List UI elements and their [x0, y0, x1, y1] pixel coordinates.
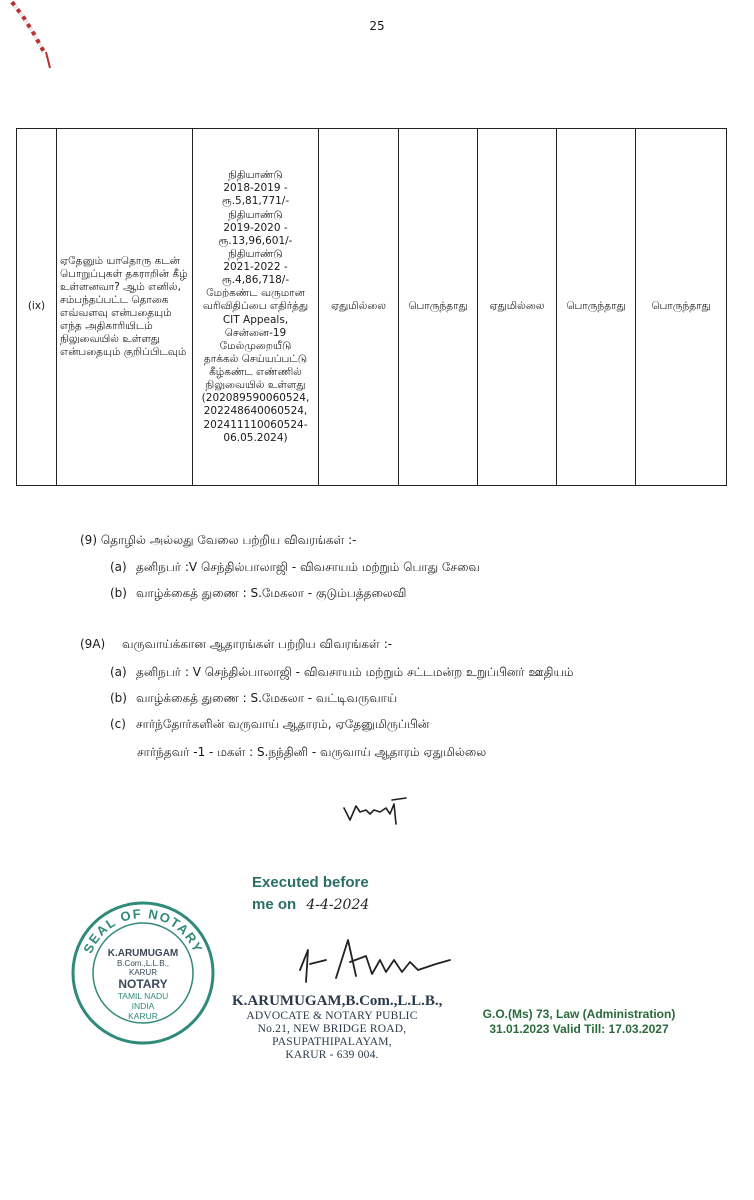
status-cell-a: ஏதுமில்லை	[319, 129, 399, 486]
status-cell-e: பொருந்தாது	[636, 129, 727, 486]
notary-signature	[286, 920, 456, 990]
dependent-line: சார்ந்தவர் -1 - மகள் : S.நந்தினி - வருவாய் ஆதாரம் ஏதுமில்லை	[137, 745, 487, 759]
svg-text:B.Com.,L.L.B.,: B.Com.,L.L.B.,	[116, 959, 170, 968]
advocate-stamp: K.ARUMUGAM,B.Com.,L.L.B., ADVOCATE & NOTARY PUBLIC No.21, NEW BRIDGE ROAD, PASUPATHIPALAYAM, KARUR - 639 004.	[232, 993, 443, 1061]
declaration-table	[16, 128, 727, 486]
details-cell: நிதியாண்டு 2018-2019 - ரூ.5,81,771/- நிதியாண்டு 2019-2020 - ரூ.13,96,601/- நிதியாண்டு 2021-2022 - ரூ.4,86,718/- மேற்கண்ட வருமான வரிவிதிப்பை எதிர்த்து CIT Appeals, சென்னை-19 மேல்முறையீடு தாக்கல் செய்யப்பட்டு கீழ்கண்ட எண்ணில் நிலுவையில் உள்ளது (202089590060524, 202248640060524, 202411110060524- 06.05.2024)	[193, 129, 319, 486]
question-cell: ஏதேனும் யாதொரு கடன் பொறுப்புகள் தகராறின் கீழ் உள்ளனவா? ஆம் எனில், சம்பந்தப்பட்ட தொகை எவ்வளவு என்பதையும் எந்த அதிகாரியிடம் நிலுவையில் உள்ளது என்பதையும் குறிப்பிடவும்	[57, 129, 193, 486]
list-item: (b) வாழ்க்கைத் துணை : S.மேகலா - வட்டிவருவாய்	[110, 691, 398, 705]
svg-text:K.ARUMUGAM: K.ARUMUGAM	[107, 948, 179, 959]
page-number: 25	[369, 19, 385, 33]
list-item: (a) தனிநபர் :V செந்தில்பாலாஜி - விவசாயம் மற்றும் பொது சேவை	[110, 560, 480, 574]
table-row	[17, 129, 727, 486]
status-cell-c: ஏதுமில்லை	[478, 129, 557, 486]
executed-before-stamp: Executed before me on 4-4-2024	[252, 874, 370, 913]
go-validity-stamp: G.O.(Ms) 73, Law (Administration) 31.01.2023 Valid Till: 17.03.2027	[482, 1007, 676, 1036]
svg-text:KARUR: KARUR	[128, 968, 158, 977]
row-number: (ix)	[17, 129, 57, 486]
binding-thread	[8, 0, 68, 70]
svg-text:TAMIL NADU: TAMIL NADU	[117, 991, 169, 1001]
svg-text:KARUR: KARUR	[128, 1011, 158, 1021]
section9-heading: (9) தொழில் அல்லது வேலை பற்றிய விவரங்கள் :-	[80, 533, 357, 547]
list-item: (c) சார்ந்தோர்களின் வருவாய் ஆதாரம், ஏதேனுமிருப்பின்	[110, 717, 430, 731]
section9a-heading: (9A) வருவாய்க்கான ஆதாரங்கள் பற்றிய விவரங்கள் :-	[80, 637, 393, 651]
svg-text:NOTARY: NOTARY	[118, 977, 168, 991]
status-cell-b: பொருந்தாது	[399, 129, 478, 486]
status-cell-d: பொருந்தாது	[557, 129, 636, 486]
notary-seal	[68, 898, 218, 1048]
list-item: (b) வாழ்க்கைத் துணை : S.மேகலா - குடும்பத்தலைவி	[110, 586, 407, 600]
list-item: (a) தனிநபர் : V செந்தில்பாலாஜி - விவசாயம் மற்றும் சட்டமன்ற உறுப்பினர் ஊதியம்	[110, 665, 574, 679]
svg-text:INDIA: INDIA	[131, 1001, 155, 1011]
svg-text:SEAL OF NOTARY: SEAL OF NOTARY	[80, 905, 206, 956]
signature	[340, 790, 410, 830]
